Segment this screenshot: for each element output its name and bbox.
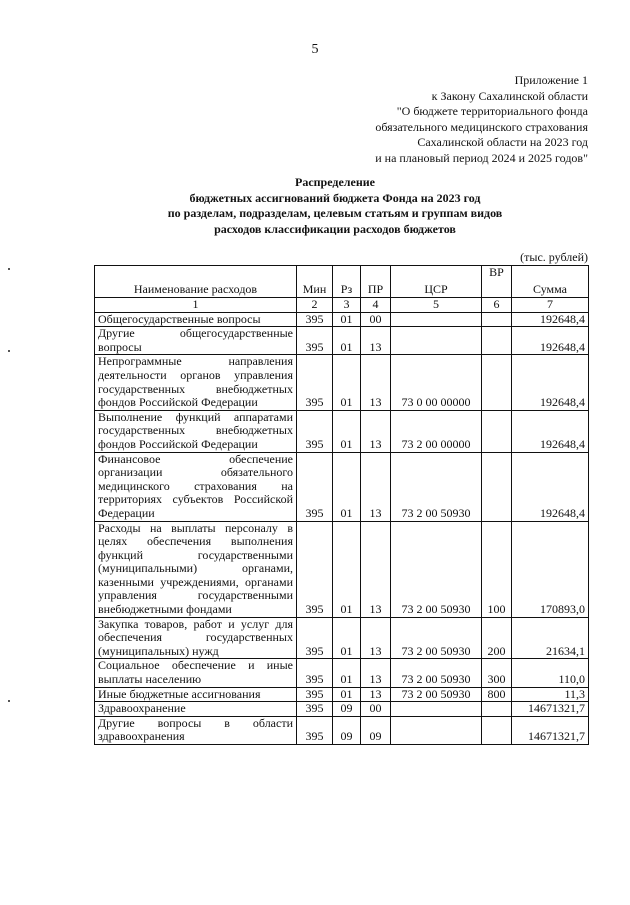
table-row xyxy=(95,659,589,687)
cell-name: Финансовое обеспечение организации обязательного медицинского страхования на территориях субъектов Российской Федерации xyxy=(95,452,297,521)
cell-vr xyxy=(482,355,512,410)
cell-vr xyxy=(482,327,512,355)
table-row xyxy=(95,452,589,521)
cell-min: 395 xyxy=(297,452,333,521)
title-line: расходов классификации расходов бюджетов xyxy=(214,221,456,236)
cell-csr: 73 2 00 00000 xyxy=(391,410,482,452)
cell-sum: 192648,4 xyxy=(512,355,589,410)
document-title xyxy=(95,175,575,237)
cell-vr xyxy=(482,702,512,717)
table-row xyxy=(95,687,589,702)
cell-pr: 00 xyxy=(361,702,391,717)
header-pr: ПР xyxy=(361,266,391,298)
cell-csr: 73 2 00 50930 xyxy=(391,659,482,687)
table-row xyxy=(95,327,589,355)
table-row xyxy=(95,617,589,659)
cell-pr: 09 xyxy=(361,716,391,744)
cell-sum: 21634,1 xyxy=(512,617,589,659)
title-line: бюджетных ассигнований бюджета Фонда на 2023 год xyxy=(189,190,481,205)
table-row xyxy=(95,355,589,410)
cell-pr: 13 xyxy=(361,521,391,617)
column-number: 3 xyxy=(333,298,361,313)
cell-rz: 01 xyxy=(333,410,361,452)
cell-pr: 13 xyxy=(361,659,391,687)
cell-sum: 192648,4 xyxy=(512,452,589,521)
cell-min: 395 xyxy=(297,659,333,687)
cell-min: 395 xyxy=(297,355,333,410)
cell-name: Другие вопросы в области здравоохранения xyxy=(95,716,297,744)
cell-csr xyxy=(391,702,482,717)
cell-name: Выполнение функций аппаратами государственных внебюджетных фондов Российской Федерации xyxy=(95,410,297,452)
cell-sum: 192648,4 xyxy=(512,312,589,327)
cell-rz: 01 xyxy=(333,617,361,659)
appendix-line: и на плановый период 2024 и 2025 годов" xyxy=(375,150,588,165)
cell-min: 395 xyxy=(297,312,333,327)
column-number-row xyxy=(95,298,589,313)
appendix-line: "О бюджете территориального фонда xyxy=(396,104,588,118)
cell-rz: 01 xyxy=(333,355,361,410)
cell-pr: 13 xyxy=(361,687,391,702)
cell-min: 395 xyxy=(297,521,333,617)
table-row xyxy=(95,312,589,327)
cell-name: Расходы на выплаты персоналу в целях обеспечения выполнения функций государственными (муниципальными) органами, казенными учреждениями, органами управления государственными внебюджетными фондами xyxy=(95,521,297,617)
cell-name: Иные бюджетные ассигнования xyxy=(95,687,297,702)
cell-csr: 73 2 00 50930 xyxy=(391,687,482,702)
cell-pr: 00 xyxy=(361,312,391,327)
cell-vr xyxy=(482,410,512,452)
scan-speck xyxy=(8,350,10,352)
cell-name: Другие общегосударственные вопросы xyxy=(95,327,297,355)
cell-rz: 09 xyxy=(333,716,361,744)
cell-min: 395 xyxy=(297,687,333,702)
budget-table xyxy=(94,265,589,745)
cell-rz: 01 xyxy=(333,327,361,355)
column-number: 5 xyxy=(391,298,482,313)
scan-speck xyxy=(8,268,10,270)
cell-sum: 14671321,7 xyxy=(512,702,589,717)
cell-sum: 110,0 xyxy=(512,659,589,687)
cell-rz: 09 xyxy=(333,702,361,717)
cell-pr: 13 xyxy=(361,617,391,659)
cell-vr xyxy=(482,312,512,327)
scan-speck xyxy=(8,700,10,702)
cell-sum: 170893,0 xyxy=(512,521,589,617)
cell-name: Непрограммные направления деятельности органов управления государственных внебюджетных фондов Российской Федерации xyxy=(95,355,297,410)
header-csr: ЦСР xyxy=(391,266,482,298)
units-label: (тыс. рублей) xyxy=(520,250,588,264)
header-sum: Сумма xyxy=(512,266,589,298)
header-min: Мин xyxy=(297,266,333,298)
cell-vr: 300 xyxy=(482,659,512,687)
cell-name: Здравоохранение xyxy=(95,702,297,717)
cell-min: 395 xyxy=(297,617,333,659)
cell-csr xyxy=(391,312,482,327)
cell-min: 395 xyxy=(297,702,333,717)
table-body xyxy=(95,312,589,744)
appendix-line: к Закону Сахалинской области xyxy=(431,88,588,103)
cell-pr: 13 xyxy=(361,355,391,410)
cell-csr: 73 2 00 50930 xyxy=(391,452,482,521)
cell-min: 395 xyxy=(297,327,333,355)
cell-csr: 73 2 00 50930 xyxy=(391,617,482,659)
cell-sum: 192648,4 xyxy=(512,327,589,355)
column-number: 4 xyxy=(361,298,391,313)
cell-vr: 100 xyxy=(482,521,512,617)
header-vr: ВР xyxy=(482,266,512,298)
title-line: Распределение xyxy=(294,175,376,189)
column-number: 6 xyxy=(482,298,512,313)
cell-rz: 01 xyxy=(333,521,361,617)
cell-rz: 01 xyxy=(333,659,361,687)
cell-min: 395 xyxy=(297,716,333,744)
column-number: 2 xyxy=(297,298,333,313)
cell-pr: 13 xyxy=(361,327,391,355)
cell-min: 395 xyxy=(297,410,333,452)
cell-name: Социальное обеспечение и иные выплаты населению xyxy=(95,659,297,687)
cell-name: Общегосударственные вопросы xyxy=(95,312,297,327)
cell-rz: 01 xyxy=(333,687,361,702)
appendix-line: Приложение 1 xyxy=(514,73,588,87)
cell-vr xyxy=(482,452,512,521)
cell-csr: 73 2 00 50930 xyxy=(391,521,482,617)
cell-name: Закупка товаров, работ и услуг для обеспечения государственных (муниципальных) нужд xyxy=(95,617,297,659)
cell-pr: 13 xyxy=(361,452,391,521)
cell-vr: 800 xyxy=(482,687,512,702)
title-line: по разделам, подразделам, целевым статьям и группам видов xyxy=(167,206,503,220)
cell-rz: 01 xyxy=(333,452,361,521)
appendix-header xyxy=(288,73,588,166)
cell-csr: 73 0 00 00000 xyxy=(391,355,482,410)
cell-csr xyxy=(391,327,482,355)
column-number: 1 xyxy=(95,298,297,313)
table-row xyxy=(95,716,589,744)
cell-rz: 01 xyxy=(333,312,361,327)
cell-sum: 192648,4 xyxy=(512,410,589,452)
table-row xyxy=(95,521,589,617)
cell-pr: 13 xyxy=(361,410,391,452)
table-row xyxy=(95,702,589,717)
cell-sum: 11,3 xyxy=(512,687,589,702)
appendix-line: обязательного медицинского страхования xyxy=(375,119,588,134)
column-number: 7 xyxy=(512,298,589,313)
cell-csr xyxy=(391,716,482,744)
table-header-row xyxy=(95,266,589,298)
table-row xyxy=(95,410,589,452)
cell-vr: 200 xyxy=(482,617,512,659)
page-number: 5 xyxy=(311,42,319,57)
cell-sum: 14671321,7 xyxy=(512,716,589,744)
header-name: Наименование расходов xyxy=(95,266,297,298)
header-rz: Рз xyxy=(333,266,361,298)
cell-vr xyxy=(482,716,512,744)
appendix-line: Сахалинской области на 2023 год xyxy=(417,135,588,149)
